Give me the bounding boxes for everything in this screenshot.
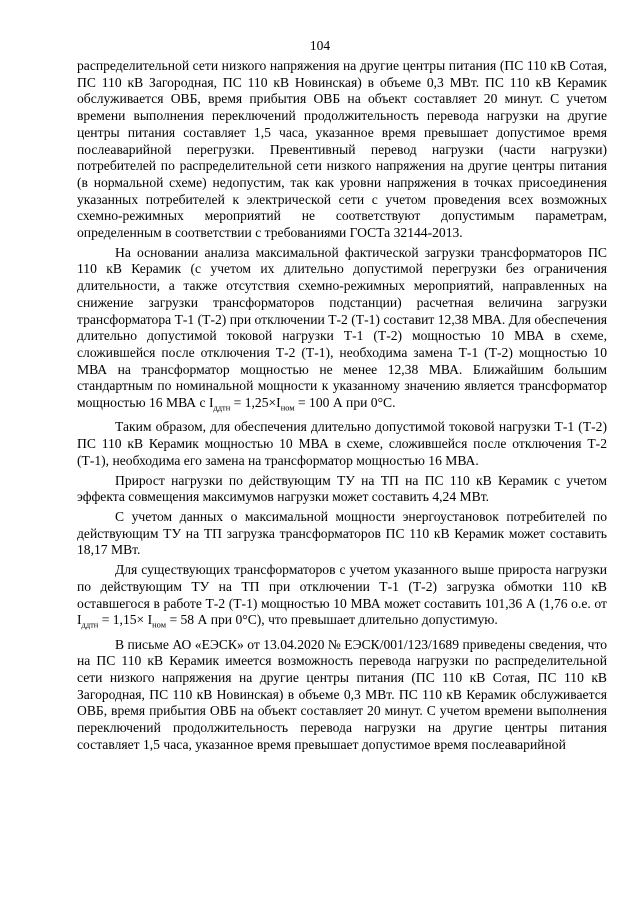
paragraph-max-power: С учетом данных о максимальной мощности энергоустановок потребителей по действующим ТУ на ТП загрузка трансформаторов ПС 110 кВ Керамик может составить 18,17 МВт. (77, 509, 607, 558)
document-body (77, 58, 607, 754)
paragraph-continued: распределительной сети низкого напряжения на другие центры питания (ПС 110 кВ Сотая, ПС 110 кВ Загородная, ПС 110 кВ Новинская) в объеме 0,3 МВт. ПС 110 кВ Керамик обслуживается ОВБ, время прибытия ОВБ на объект составляет 20 минут. С учетом времени выполнения переключений продолжительность перевода нагрузки на другие центры питания составляет 1,5 часа, указанное время превышает допустимое время послеаварийной перегрузки. Превентивный перевод нагрузки (части нагрузки) потребителей по распределительной сети низкого напряжения на другие центры питания (в нормальной схеме) недопустим, так как уровни напряжения в точках присоединения указанных потребителей к электрической сети с учетом проведения всех возможных схемно-режимных мероприятий не соответствуют допустимым параметрам, определенным в соответствии с требованиями ГОСТа 32144-2013. (77, 58, 607, 241)
subscript-label: ддтн (81, 619, 99, 630)
paragraph-text: = 1,15× I (98, 612, 153, 628)
paragraph-load-growth: Прирост нагрузки по действующим ТУ на ТП на ПС 110 кВ Керамик с учетом эффекта совмещения максимумов нагрузки может составить 4,24 МВт. (77, 472, 607, 505)
paragraph-letter-reference: В письме АО «ЕЭСК» от 13.04.2020 № ЕЭСК/001/123/1689 приведены сведения, что на ПС 110 кВ Керамик имеется возможность перевода нагрузки по распределительной сети низкого напряжения на другие центры питания (ПС 110 кВ Сотая, ПС 110 кВ Загородная, ПС 110 кВ Новинская) в объеме 0,3 МВт. ПС 110 кВ Керамик обслуживается ОВБ, время прибытия ОВБ на объект составляет 20 минут. С учетом времени выполнения переключений продолжительность перевода нагрузки на другие центры питания составляет 1,5 часа, указанное время превышает допустимое время послеаварийной (77, 636, 607, 752)
page-number: 104 (309, 38, 331, 53)
paragraph-text: На основании анализа максимальной фактической загрузки трансформаторов ПС 110 кВ Керамик (с учетом их длительно допустимой перегрузки без ограничения длительности, а также отсутствия схемно-режимных мероприятий, направленных на снижение загрузки трансформаторов подстанции) расчетная величина загрузки трансформатора Т-1 (Т-2) при отключении Т-2 (Т-1) составит 12,38 МВА. Для обеспечения длительно допустимой токовой нагрузки Т-1 (Т-2) мощностью 10 МВА в схеме, сложившейся после отключения Т-2 (Т-1), необходима замена Т-1 (Т-2) мощностью 10 МВА на трансформатор мощностью не менее 12,38 МВА. Ближайшим большим стандартным по номинальной мощности к указанному значению является трансформатор мощностью 16 МВА с I (77, 244, 607, 411)
paragraph-text: = 100 А при 0°С. (294, 395, 396, 411)
subscript-label: ном (280, 402, 295, 413)
paragraph-text: Для существующих трансформаторов с учетом указанного выше прироста нагрузки по действующим ТУ на ТП при отключении Т-1 (Т-2) загрузка обмотки 110 кВ оставшегося в работе Т-2 (Т-1) мощностью 10 МВА может составить 101,36 А (1,76 о.е. от I (77, 562, 607, 628)
paragraph-transformer-load-analysis (77, 245, 607, 417)
subscript-label: ном (152, 619, 167, 630)
paragraph-text: = 1,25×I (230, 395, 281, 411)
paragraph-conclusion: Таким образом, для обеспечения длительно допустимой токовой нагрузки Т-1 (Т-2) ПС 110 кВ Керамик мощностью 10 МВА в схеме, сложившейся после отключения Т-2 (Т-1), необходима его замена на трансформатор мощностью 16 МВА. (77, 419, 607, 468)
subscript-label: ддтн (213, 402, 231, 413)
paragraph-existing-transformers (77, 562, 607, 634)
paragraph-text: = 58 А при 0°С), что превышает длительно допустимую. (166, 612, 498, 628)
